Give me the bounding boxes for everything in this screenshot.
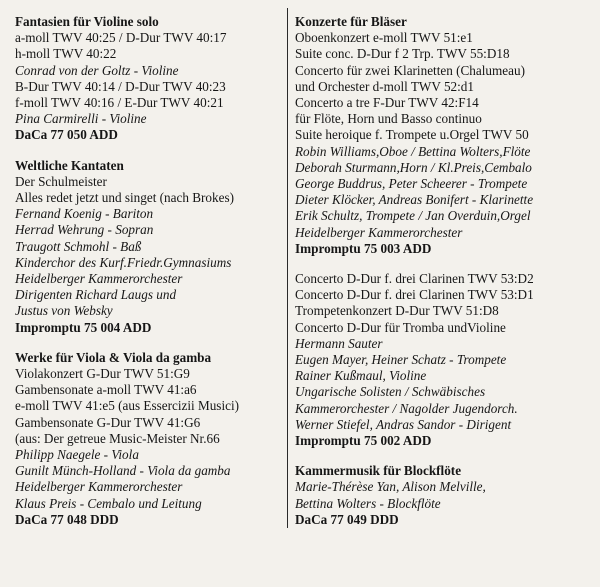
work-entry: Alles redet jetzt und singet (nach Brokes)	[15, 190, 234, 206]
right-column	[295, 14, 595, 528]
section-heading: Werke für Viola & Viola da gamba	[15, 349, 212, 365]
performer-credit: Eugen Mayer, Heiner Schatz - Trompete	[295, 352, 507, 368]
performer-credit: Kammerorchester / Nagolder Jugendorch.	[295, 400, 518, 416]
work-entry: Concerto D-Dur f. drei Clarinen TWV 53:D2	[295, 271, 534, 287]
performer-credit: Heidelberger Kammerorchester	[295, 224, 463, 240]
work-entry: f-moll TWV 40:16 / E-Dur TWV 40:21	[15, 95, 224, 111]
work-entry: (aus: Der getreue Music-Meister Nr.66	[15, 430, 220, 446]
performer-credit: Justus von Websky	[15, 303, 113, 319]
performer-credit: Klaus Preis - Cembalo und Leitung	[15, 495, 202, 511]
section-spacer	[295, 449, 595, 463]
section-heading: Kammermusik für Blockflöte	[295, 463, 462, 479]
catalog-number: DaCa 77 049 DDD	[295, 511, 399, 527]
catalog-number: DaCa 77 048 DDD	[15, 511, 119, 527]
section-heading: Fantasien für Violine solo	[15, 14, 159, 29]
work-entry: Concerto a tre F-Dur TWV 42:F14	[295, 95, 479, 111]
work-entry: Violakonzert G-Dur TWV 51:G9	[15, 366, 190, 382]
catalog-number: Impromptu 75 004 ADD	[15, 319, 152, 335]
catalog-number: Impromptu 75 002 ADD	[295, 433, 432, 449]
performer-credit: Fernand Koenig - Bariton	[15, 206, 154, 222]
section-heading: Weltliche Kantaten	[15, 157, 124, 173]
section-spacer	[15, 336, 285, 350]
work-entry: Concerto D-Dur f. drei Clarinen TWV 53:D1	[295, 287, 534, 303]
performer-credit: Gunilt Münch-Holland - Viola da gamba	[15, 463, 231, 479]
section-spacer	[295, 257, 595, 271]
performer-credit: Heidelberger Kammerorchester	[15, 479, 183, 495]
performer-credit: Hermann Sauter	[295, 335, 383, 351]
performer-credit: Ungarische Solisten / Schwäbisches	[295, 384, 486, 400]
performer-credit: Conrad von der Goltz - Violine	[15, 62, 179, 78]
work-entry: e-moll TWV 41:e5 (aus Essercizii Musici)	[15, 398, 240, 414]
column-divider	[287, 8, 288, 528]
performer-credit: Pina Carmirelli - Violine	[15, 111, 147, 127]
performer-credit: Robin Williams,Oboe / Bettina Wolters,Flöte	[295, 143, 531, 159]
performer-credit: Heidelberger Kammerorchester	[15, 271, 183, 287]
work-entry: h-moll TWV 40:22	[15, 46, 117, 62]
work-entry: Der Schulmeister	[15, 173, 107, 189]
performer-credit: Werner Stiefel, Andras Sandor - Dirigent	[295, 416, 512, 432]
work-entry: Oboenkonzert e-moll TWV 51:e1	[295, 30, 473, 46]
work-entry: für Flöte, Horn und Basso continuo	[295, 111, 482, 127]
performer-credit: Bettina Wolters - Blockflöte	[295, 495, 441, 511]
performer-credit: Kinderchor des Kurf.Friedr.Gymnasiums	[15, 254, 232, 270]
work-entry: Concerto für zwei Klarinetten (Chalumeau)	[295, 62, 525, 78]
work-entry: und Orchester d-moll TWV 52:d1	[295, 78, 474, 94]
work-entry: Suite conc. D-Dur f 2 Trp. TWV 55:D18	[295, 46, 510, 62]
section-spacer	[15, 144, 285, 158]
work-entry: B-Dur TWV 40:14 / D-Dur TWV 40:23	[15, 78, 226, 94]
work-entry: Trompetenkonzert D-Dur TWV 51:D8	[295, 303, 499, 319]
left-column	[15, 14, 285, 528]
performer-credit: Traugott Schmohl - Baß	[15, 238, 142, 254]
work-entry: a-moll TWV 40:25 / D-Dur TWV 40:17	[15, 30, 227, 46]
performer-credit: Dieter Klöcker, Andreas Bonifert - Klarinette	[295, 192, 534, 208]
performer-credit: George Buddrus, Peter Scheerer - Trompete	[295, 176, 528, 192]
performer-credit: Philipp Naegele - Viola	[15, 447, 139, 463]
work-entry: Gambensonate G-Dur TWV 41:G6	[15, 414, 201, 430]
catalog-number: Impromptu 75 003 ADD	[295, 240, 432, 256]
performer-credit: Erik Schultz, Trompete / Jan Overduin,Orgel	[295, 208, 531, 224]
catalog-number: DaCa 77 050 ADD	[15, 127, 118, 143]
performer-credit: Deborah Sturmann,Horn / Kl.Preis,Cembalo	[295, 159, 532, 175]
work-entry: Gambensonate a-moll TWV 41:a6	[15, 382, 197, 398]
performer-credit: Rainer Kußmaul, Violine	[295, 368, 427, 384]
performer-credit: Dirigenten Richard Laugs und	[15, 287, 177, 303]
performer-credit: Marie-Thérèse Yan, Alison Melville,	[295, 479, 486, 495]
section-heading: Konzerte für Bläser	[295, 14, 407, 29]
performer-credit: Herrad Wehrung - Sopran	[15, 222, 154, 238]
work-entry: Concerto D-Dur für Tromba undVioline	[295, 319, 506, 335]
work-entry: Suite heroique f. Trompete u.Orgel TWV 50	[295, 127, 529, 143]
